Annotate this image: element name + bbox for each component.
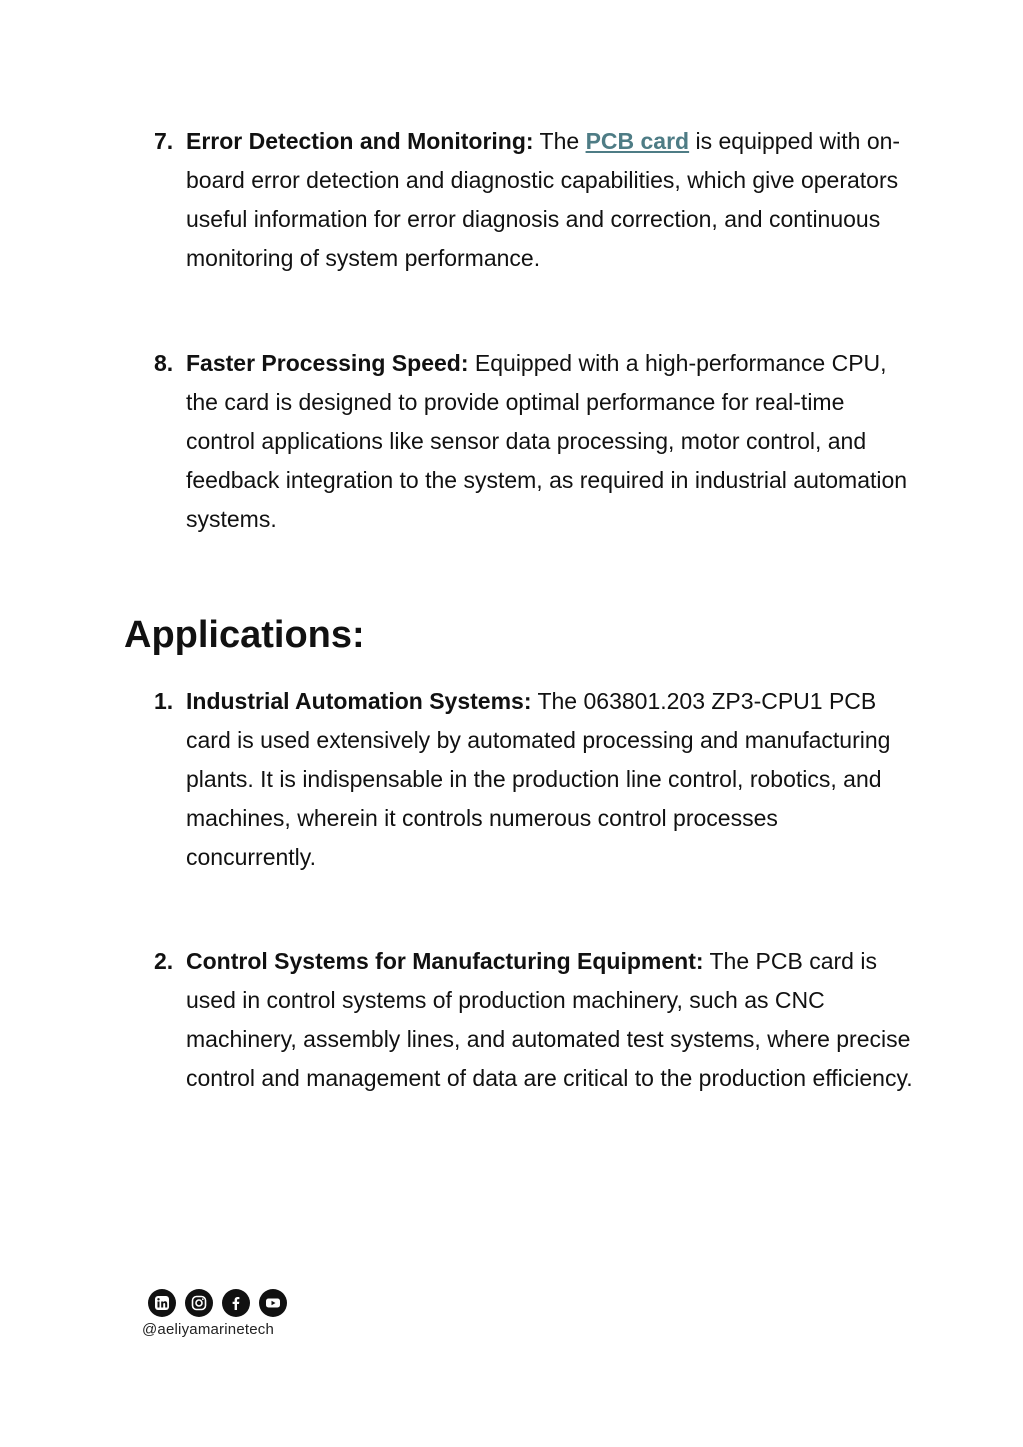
application-item-2 [154,942,914,1098]
list-number: 8. [154,350,174,376]
instagram-icon[interactable] [185,1289,213,1317]
application-item-1 [154,682,914,877]
item-text: The PCB card is used in control systems of production machinery, such as CNC machinery, assembly lines, and automated test systems, where precise control and management of data are critical to the production efficiency. [186,948,913,1091]
pcb-card-link[interactable]: PCB card [585,128,690,154]
item-text: The 063801.203 ZP3-CPU1 PCB card is used extensively by automated processing and manufacturing plants. It is indispensable in the production line control, robotics, and machines, wherein it controls numerous control processes concurrently. [186,688,891,870]
social-handle: @aeliyamarinetech [142,1321,275,1338]
list-number: 2. [154,948,174,974]
list-item-8 [154,344,914,539]
item-title: Faster Processing Speed: [186,350,469,376]
item-text: The [533,128,586,154]
item-text: is equipped with on-board error detection and diagnostic capabilities, which give operators useful information for error diagnosis and correction, and continuous monitoring of system performance. [186,128,901,271]
list-item-body [186,942,914,1098]
list-number: 7. [154,128,174,154]
youtube-icon[interactable] [259,1289,287,1317]
list-item-7 [154,122,914,278]
item-title: Control Systems for Manufacturing Equipment: [186,948,704,974]
list-number: 1. [154,688,174,714]
item-title: Error Detection and Monitoring: [186,128,534,154]
social-icons [148,1289,287,1317]
facebook-icon[interactable] [222,1289,250,1317]
list-item-body [186,344,914,539]
linkedin-icon[interactable] [148,1289,176,1317]
item-title: Industrial Automation Systems: [186,688,532,714]
item-text: Equipped with a high-performance CPU, the card is designed to provide optimal performance for real-time control applications like sensor data processing, motor control, and feedback integration to the system, as required in industrial automation systems. [186,350,908,532]
list-item-body [186,682,914,877]
list-item-body [186,122,914,278]
section-heading: Applications: [124,614,365,656]
